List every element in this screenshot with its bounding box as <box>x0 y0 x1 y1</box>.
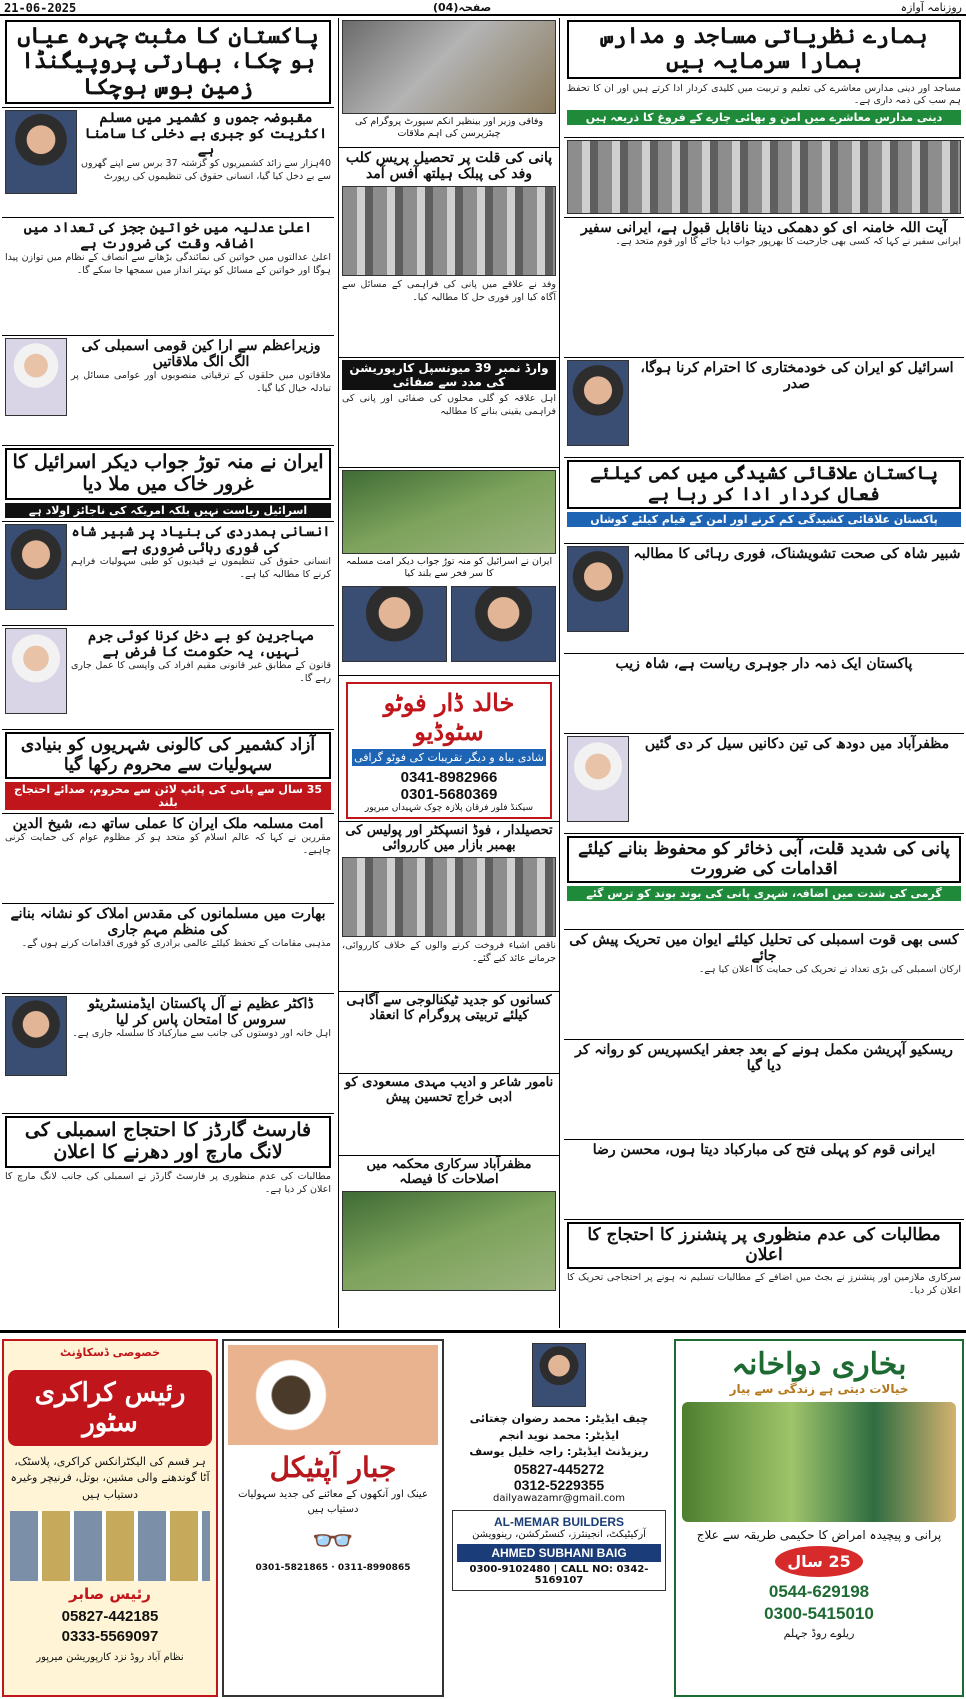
reporter-photo <box>5 110 77 194</box>
resident-editor: ریزیڈنٹ ایڈیٹر: راجہ خلیل یوسف <box>469 1445 649 1458</box>
story-body: سرکاری ملازمین اور پنشنرز نے بجٹ میں اضافے کے مطالبات تسلیم نہ ہونے پر احتجاجی تحریک کا اعلان کر دیا۔ <box>567 1272 961 1296</box>
headline: مطالبات کی عدم منظوری پر پنشنرز کا احتجاج کا اعلان <box>567 1222 961 1269</box>
story-strap: دینی مدارس معاشرے میں امن و بھائی چارے کے فروغ کا ذریعہ ہیں <box>567 110 961 125</box>
headline: پانی کی قلت پر تحصیل پریس کلب وفد کی پبلک ہیلتھ آفس آمد <box>345 150 553 183</box>
photo-caption: وفاقی وزیر اور بینظیر انکم سپورٹ پروگرام کی چیئرپرسن کی اہم ملاقات <box>354 116 544 140</box>
story-body: ایرانی سفیر نے کہا کہ کسی بھی جارحیت کا بھرپور جواب دیا جائے گا اور قوم متحد ہے۔ <box>615 236 961 248</box>
builders-services: آرکیٹیکٹ، انجینئرز، کنسٹرکشن، رینوویشن <box>472 1528 646 1540</box>
dawakhana-tagline: خیالات دیتی ہے زندگی سے پیار <box>729 1382 909 1396</box>
story-left-6 <box>2 522 334 626</box>
story-mid-photo <box>339 18 559 148</box>
story-right-lead <box>564 18 964 138</box>
headline: اعلیٰ عدلیہ میں خواتین ججز کی تعداد میں اضافہ وقت کی ضرورت ہے <box>23 220 313 253</box>
right-column <box>564 18 964 1328</box>
masthead-email: dailyawazamr@gmail.com <box>493 1492 625 1504</box>
masthead-phone-1: 05827-445272 <box>513 1460 605 1477</box>
dawakhana-address: ریلوے روڈ جہلم <box>783 1627 855 1641</box>
optical-name: جبار آپٹیکل <box>269 1451 397 1484</box>
headline: پانی کی شدید قلت، آبی ذخائر کو محفوظ بنانے کیلئے اقدامات کی ضرورت <box>567 836 961 883</box>
middle-column <box>338 18 560 1328</box>
story-mid-7 <box>339 1156 559 1316</box>
story-body: اعلیٰ عدالتوں میں خواتین کی نمائندگی بڑھانے سے انصاف کے نظام میں توازن پیدا ہوگا اور خواتین کے مسائل کو بہتر انداز میں سمجھا جا سکے گا۔ <box>5 252 331 276</box>
headline: وارڈ نمبر 39 میونسپل کارپوریشن کی مدد سے صفائی <box>342 360 556 390</box>
story-strap: گرمی کی شدت میں اضافہ، شہری پانی کی بوند بوند کو ترس گئے <box>567 886 961 901</box>
story-body: ارکان اسمبلی کی بڑی تعداد نے تحریک کی حمایت کا اعلان کیا ہے۔ <box>698 964 961 976</box>
studio-tagline: شادی بیاہ و دیگر تقریبات کی فوٹو گرافی <box>352 749 546 766</box>
story-left-11 <box>2 994 334 1114</box>
story-right-7 <box>564 734 964 834</box>
studio-phone-1: 0341-8982966 <box>400 769 498 786</box>
headline: مہاجرین کو بے دخل کرنا کوئی جرم نہیں، یہ حکومت کا فرض ہے <box>87 628 315 661</box>
story-mid-4 <box>339 822 559 992</box>
optical-phone-2: 0311-8990865 <box>337 1563 411 1573</box>
delegation-photo <box>342 186 556 276</box>
headline: کسانوں کو جدید ٹیکنالوجی سے آگاہی کیلئے تربیتی پروگرام کا انعقاد <box>346 993 552 1023</box>
dawakhana-phone-1: 0544-629198 <box>768 1582 870 1601</box>
story-left-4 <box>2 336 334 446</box>
headline: آیت اللہ خامنہ ای کو دھمکی دینا ناقابل قبول ہے، ایرانی سفیر <box>580 220 948 236</box>
headline: آزاد کشمیر کی کالونی شہریوں کو بنیادی سہولیات سے محروم رکھا گیا <box>5 732 331 779</box>
headline: مظفرآباد میں دودھ کی تین دکانیں سیل کر دی گئیں <box>644 736 950 752</box>
person-photo <box>5 628 67 714</box>
person-photo <box>567 736 629 822</box>
herbal-products-image <box>682 1402 956 1522</box>
headline: ایرانی قوم کو پہلی فتح کی مبارکباد دیتا ہوں، محسن رضا <box>592 1142 936 1158</box>
builders-logo-name: AL-MEMAR BUILDERS <box>494 1514 624 1529</box>
story-strap: پاکستان علاقائی کشیدگی کم کرنے اور امن کے قیام کیلئے کوشاں <box>567 512 961 527</box>
advertisements-row <box>0 1330 966 1697</box>
builders-phone: 0300-9102480 | CALL NO: 0342-5169107 <box>469 1563 649 1586</box>
store-phone-2: 0333-5569097 <box>61 1628 159 1646</box>
headline: فارسٹ گارڈز کا احتجاج اسمبلی کی لانگ مارچ اور دھرنے کا اعلان <box>5 1116 331 1168</box>
headline: ڈاکٹر عظیم نے آل پاکستان ایڈمنسٹریٹو سروس کا امتحان پاس کر لیا <box>88 996 314 1029</box>
headline: ایران نے منہ توڑ جواب دیکر اسرائیل کا غرور خاک میں ملا دیا <box>5 448 331 500</box>
store-description: ہر قسم کی الیکٹرانکس کراکری، پلاسٹک، آٹا گوندھنے والی مشین، بوتل، فرنیچر وغیرہ دستیاب ہیں <box>10 1454 210 1501</box>
studio-address: سیکنڈ فلور فرقان پلازہ چوک شہیداں میرپور <box>364 803 534 813</box>
story-right-photo <box>564 138 964 218</box>
masthead-box <box>448 1339 670 1697</box>
story-left-10 <box>2 904 334 994</box>
issue-date: 21-06-2025 <box>4 1 77 15</box>
store-discount-tag: خصوصی ڈسکاؤنٹ <box>59 1346 161 1359</box>
studio-phone-2: 0301-5680369 <box>400 786 498 803</box>
chief-editor: چیف ایڈیٹر: محمد رضوان چغتائی <box>469 1412 649 1425</box>
dawakhana-description: پرانی و پیچیدہ امراض کا حکیمی طریقہ سے علاج <box>696 1528 942 1542</box>
person-photo <box>451 586 556 662</box>
optical-ad <box>222 1339 444 1697</box>
chief-editor-photo <box>532 1343 586 1407</box>
optical-phones: 0301-5821865 · 0311-8990865 <box>255 1563 411 1573</box>
store-phone-1: 05827-442185 <box>61 1608 159 1625</box>
story-mid-1 <box>339 148 559 358</box>
story-left-7 <box>2 626 334 730</box>
story-strap: 35 سال سے پانی کی پائپ لائن سے محروم، صدائے احتجاج بلند <box>5 782 331 810</box>
photo-caption: ایران نے اسرائیل کو منہ توڑ جواب دیکر امت مسلمہ کا سر فخر سے بلند کیا <box>345 556 553 580</box>
headline: شبیر شاہ کی صحت تشویشناک، فوری رہائی کا مطالبہ <box>633 546 961 562</box>
story-mid-3 <box>339 468 559 676</box>
optical-description: عینک اور آنکھوں کے معائنے کی جدید سہولیات دستیاب ہیں <box>238 1489 428 1515</box>
store-name: رئیس کراکری سٹور <box>8 1370 212 1446</box>
story-body: 40ہزار سے زائد کشمیریوں کو گزشتہ 37 برس سے اپنے گھروں سے بے دخل کیا گیا، انسانی حقوق کی تنظیموں کی رپورٹ <box>81 158 331 183</box>
headline: نامور شاعر و ادیب مہدی مسعودی کو ادبی خراج تحسین پیش <box>344 1075 554 1105</box>
dawakhana-phones <box>676 1581 962 1625</box>
headline: ہمارے نظریاتی مساجد و مدارس ہمارا سرمایہ ہیں <box>567 20 961 79</box>
headline: ریسکیو آپریشن مکمل ہونے کے بعد جعفر ایکسپریس کو روانہ کر دیا گیا <box>575 1042 953 1075</box>
studio-name: خالد ڈار فوٹو سٹوڈیو <box>383 688 515 746</box>
story-right-6 <box>564 654 964 734</box>
person-photo <box>5 338 67 416</box>
headline: مقبوضہ جموں و کشمیر میں مسلم اکثریت کو جبری بے دخلی کا سامنا ہے <box>84 110 328 159</box>
store-products-image <box>10 1511 210 1581</box>
story-body: مطالبات کی عدم منظوری پر فارسٹ گارڈز نے اسمبلی کی جانب لانگ مارچ کا اعلان کر دیا ہے۔ <box>5 1170 331 1195</box>
story-left-3 <box>2 218 334 336</box>
headline: تحصیلدار ، فوڈ انسپکٹر اور پولیس کی بھمبر بازار میں کارروائی <box>345 823 553 853</box>
story-left-lead <box>2 18 334 108</box>
story-right-11 <box>564 1140 964 1220</box>
gathering-photo <box>567 140 961 214</box>
headline: پاکستان علاقائی کشیدگی میں کمی کیلئے فعال کردار ادا کر رہا ہے <box>567 460 961 509</box>
headline: پاکستان ایک ذمہ دار جوہری ریاست ہے، شاہ زیب <box>615 656 913 672</box>
story-right-9 <box>564 930 964 1040</box>
story-right-8 <box>564 834 964 930</box>
headline: کسی بھی قوت اسمبلی کی تحلیل کیلئے ایوان میں تحریک پیش کی جائے <box>569 932 959 965</box>
headline: بھارت میں مسلمانوں کی مقدس املاک کو نشانہ بنانے کی منظم مہم جاری <box>10 906 326 939</box>
story-body: مساجد اور دینی مدارس معاشرے کی تعلیم و تربیت میں کلیدی کردار ادا کرتے ہیں اور ان کا تحفظ ہم سب کی ذمہ داری ہے۔ <box>567 82 961 107</box>
story-left-9 <box>2 814 334 904</box>
story-body: ملاقاتوں میں حلقوں کے ترقیاتی منصوبوں اور عوامی مسائل پر تبادلہ خیال کیا گیا۔ <box>71 370 331 394</box>
headline: اسرائیل کو ایران کی خودمختاری کا احترام کرنا ہوگا، صدر <box>640 360 954 393</box>
market-photo <box>342 857 556 937</box>
story-left-5 <box>2 446 334 522</box>
story-body: اہل خانہ اور دوستوں کی جانب سے مبارکباد کا سلسلہ جاری ہے۔ <box>72 1028 331 1040</box>
dawakhana-ad <box>674 1339 964 1697</box>
headline: مظفرآباد سرکاری محکمہ میں اصلاحات کا فیصلہ <box>366 1157 532 1187</box>
dawakhana-name: بخاری دواخانہ <box>731 1347 907 1382</box>
story-mid-5 <box>339 992 559 1074</box>
store-owner: رئیس صابر <box>69 1585 151 1603</box>
story-body: انسانی حقوق کی تنظیموں نے قیدیوں کو طبی سہولیات فراہم کرنے کا مطالبہ کیا ہے۔ <box>71 556 331 580</box>
masthead-phone-2: 0312-5229355 <box>513 1476 605 1493</box>
glasses-icon: 👓 <box>311 1521 355 1561</box>
story-mid-2 <box>339 358 559 468</box>
left-column <box>2 18 334 1328</box>
person-photo <box>5 524 67 610</box>
story-body: اہل علاقہ کو گلی محلوں کی صفائی اور پانی کی فراہمی یقینی بنانے کا مطالبہ <box>342 393 556 417</box>
headline: امت مسلمہ ملک ایران کا عملی ساتھ دے، شیخ الدین <box>12 816 324 832</box>
person-photo <box>567 546 629 632</box>
story-right-5 <box>564 544 964 654</box>
story-body: مقررین نے کہا کہ عالم اسلام کو متحد ہو کر مظلوم عوام کی حمایت کرنی چاہیے۔ <box>5 832 331 856</box>
builders-ad <box>452 1510 666 1591</box>
story-left-bottom <box>2 1114 334 1218</box>
studio-advertisement <box>339 676 559 822</box>
person-photo <box>5 996 67 1076</box>
editor: ایڈیٹر: محمد نوید انجم <box>498 1428 620 1442</box>
eye-image <box>228 1345 438 1445</box>
builders-owner: AHMED SUBHANI BAIG <box>457 1544 661 1562</box>
story-right-10 <box>564 1040 964 1140</box>
promo-box <box>346 682 552 819</box>
story-body: وفد نے علاقے میں پانی کی فراہمی کے مسائل سے آگاہ کیا اور فوری حل کا مطالبہ کیا۔ <box>342 279 556 303</box>
experience-badge: 25 سال <box>775 1546 862 1577</box>
story-left-2 <box>2 108 334 218</box>
story-right-2 <box>564 218 964 358</box>
newspaper-name: روزنامہ آوازہ <box>900 1 962 14</box>
story-right-bottom <box>564 1220 964 1312</box>
event-photo <box>342 470 556 554</box>
page-number: صفحہ(04) <box>433 1 492 14</box>
crockery-store-ad <box>2 1339 218 1697</box>
optical-phone-1: 0301-5821865 <box>255 1563 329 1573</box>
story-body: مذہبی مقامات کے تحفظ کیلئے عالمی برادری کو فوری اقدامات کرنے ہوں گے۔ <box>21 938 331 950</box>
dawakhana-phone-2: 0300-5415010 <box>764 1604 874 1624</box>
headline: پاکستان کا مثبت چہرہ عیاں ہو چکا، بھارتی پروپیگنڈا زمین بوس ہوچکا <box>5 20 331 104</box>
story-right-4 <box>564 458 964 544</box>
story-right-3 <box>564 358 964 458</box>
story-strap: اسرائیل ریاست نہیں بلکہ امریکہ کی ناجائز اولاد ہے <box>5 503 331 518</box>
field-photo <box>342 1191 556 1291</box>
story-left-8 <box>2 730 334 814</box>
person-photo <box>567 360 629 446</box>
story-body: قانون کے مطابق غیر قانونی مقیم افراد کی واپسی کا عمل جاری رہے گا۔ <box>71 660 331 684</box>
store-address: نظام آباد روڈ نزد کارپوریشن میرپور <box>36 1651 184 1663</box>
headline: وزیراعظم سے ارا کین قومی اسمبلی کی الگ الگ ملاقاتیں <box>81 338 321 371</box>
meeting-photo <box>342 20 556 114</box>
store-phones <box>4 1607 216 1648</box>
person-photo <box>342 586 447 662</box>
story-mid-6 <box>339 1074 559 1156</box>
page-header <box>0 0 966 16</box>
headline: انسانی ہمدردی کی بنیاد پر شبیر شاہ کی فوری رہائی ضروری ہے <box>71 524 331 557</box>
story-body: ناقص اشیاء فروخت کرنے والوں کے خلاف کارروائی، جرمانے عائد کیے گئے۔ <box>342 939 556 964</box>
